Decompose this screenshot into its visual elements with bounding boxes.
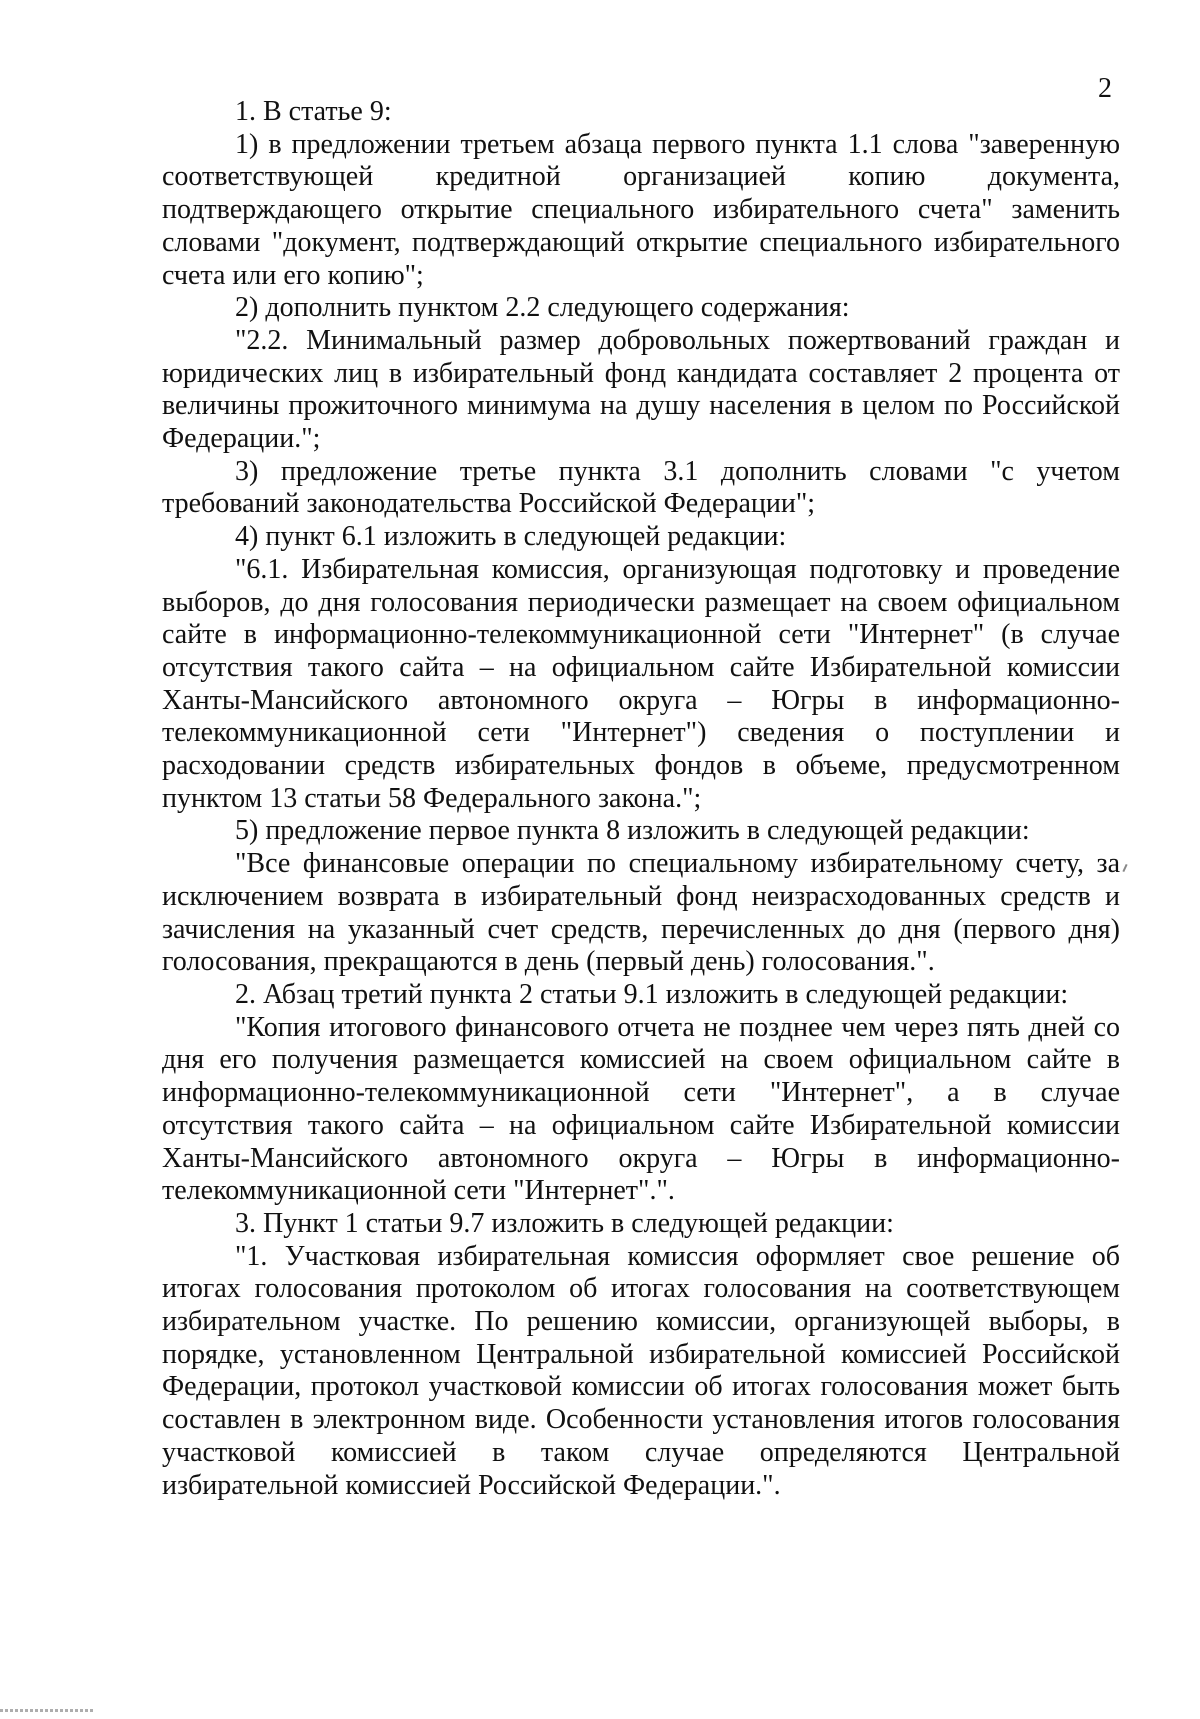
scan-speck — [1122, 864, 1127, 872]
paragraph-item-3: 3) предложение третье пункта 3.1 дополнить словами "с учетом требований законодательства Российской Федерации"; — [162, 455, 1120, 520]
paragraph-article-9: 1. В статье 9: — [235, 96, 392, 127]
paragraph-article-9-7: 3. Пункт 1 статьи 9.7 изложить в следующей редакции: — [235, 1207, 894, 1239]
page-number: 2 — [1098, 73, 1112, 104]
paragraph-item-4: 4) пункт 6.1 изложить в следующей редакции: — [235, 521, 787, 553]
document-body — [162, 96, 1120, 1502]
paragraph-article-9-1: 2. Абзац третий пункта 2 статьи 9.1 изложить в следующей редакции: — [235, 978, 1069, 1010]
paragraph-quote-final-report: "Копия итогового финансового отчета не позднее чем через пять дней со дня его получения размещается комиссией на своем официальном сайте в информационно-телекоммуникационной сети "Интернет", а в случае отсутствия такого сайта – на официальном сайте Избирательной комиссии Ханты-Мансийского автономного округа – Югры в информационно-телекоммуникационной сети "Интернет".". — [162, 1011, 1120, 1207]
paragraph-quote-2-2: "2.2. Минимальный размер добровольных пожертвований граждан и юридических лиц в избирательный фонд кандидата составляет 2 процента от величины прожиточного минимума на душу населения в целом по Российской Федерации."; — [162, 324, 1120, 455]
paragraph-quote-financial-operations: "Все финансовые операции по специальному избирательному счету, за исключением возврата в избирательный фонд неизрасходованных средств и зачисления на указанный счет средств, перечисленных до дня (первого дня) голосования, прекращаются в день (первый день) голосования.". — [162, 848, 1120, 978]
paragraph-quote-precinct-commission: "1. Участковая избирательная комиссия оформляет свое решение об итогах голосования протоколом об итогах голосования на соответствующем избирательном участке. По решению комиссии, организующей выборы, в порядке, установленном Центральной избирательной комиссией Российской Федерации, протокол участковой комиссии об итогах голосования может быть составлен в электронном виде. Особенности установления итогов голосования участковой комиссией в таком случае определяются Центральной избирательной комиссией Российской Федерации.". — [162, 1240, 1120, 1501]
paragraph-item-5: 5) предложение первое пункта 8 изложить в следующей редакции: — [235, 815, 1030, 847]
paragraph-item-2: 2) дополнить пунктом 2.2 следующего содержания: — [235, 292, 850, 324]
paragraph-quote-6-1: "6.1. Избирательная комиссия, организующая подготовку и проведение выборов, до дня голосования периодически размещает на своем официальном сайте в информационно-телекоммуникационной сети "Интернет" (в случае отсутствия такого сайта – на официальном сайте Избирательной комиссии Ханты-Мансийского автономного округа – Югры в информационно-телекоммуникационной сети "Интернет") сведения о поступлении и расходовании средств избирательных фондов в объеме, предусмотренном пунктом 13 статьи 58 Федерального закона."; — [162, 553, 1120, 814]
scan-edge-mark — [0, 1709, 95, 1712]
paragraph-item-1: 1) в предложении третьем абзаца первого пункта 1.1 слова "заверенную соответствующей кредитной организацией копию документа, подтверждающего открытие специального избирательного счета" заменить словами "документ, подтверждающий открытие специального избирательного счета или его копию"; — [162, 128, 1120, 291]
